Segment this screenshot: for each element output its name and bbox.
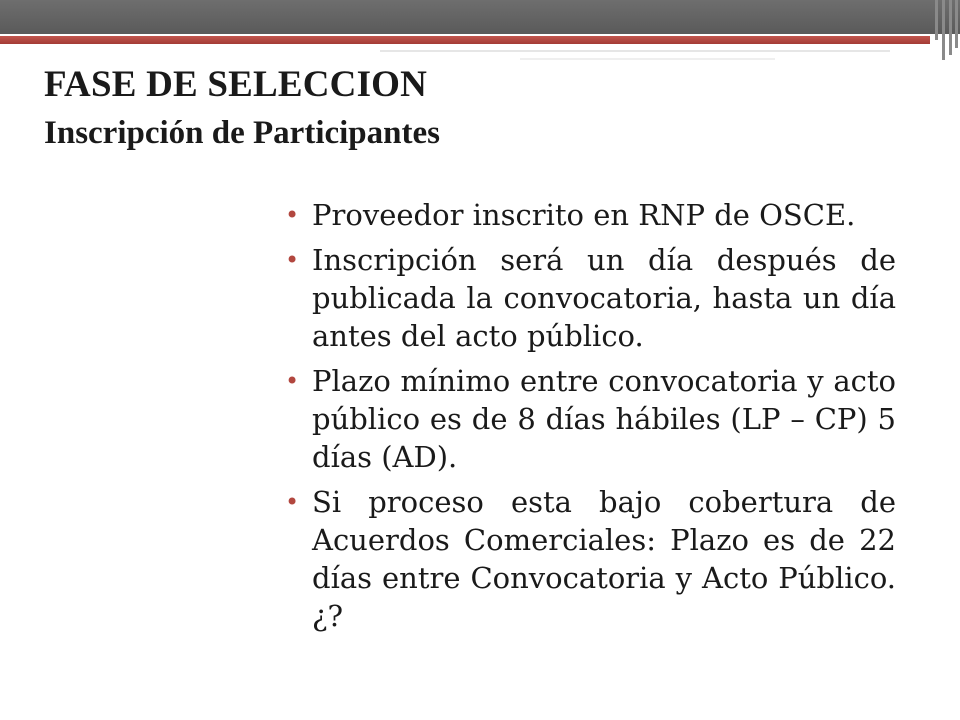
bullet-item <box>282 196 896 234</box>
title-block <box>44 60 440 156</box>
decorative-strip-secondary <box>520 58 775 60</box>
bullet-text: Inscripción será un día después de publicada la convocatoria, hasta un día antes del acto público. <box>312 243 896 353</box>
bullet-item <box>282 483 896 635</box>
bullet-icon: • <box>285 246 300 274</box>
bullet-icon: • <box>285 201 300 229</box>
bullet-text: Si proceso esta bajo cobertura de Acuerdos Comerciales: Plazo es de 22 días entre Convocatoria y Acto Público. ¿? <box>312 485 896 633</box>
slide-title: FASE DE SELECCION <box>44 64 428 105</box>
bullet-item <box>282 241 896 355</box>
bullet-icon: • <box>285 367 300 395</box>
bullet-item <box>282 362 896 476</box>
decorative-vertical-lines <box>930 0 960 60</box>
slide-subtitle: Inscripción de Participantes <box>44 115 440 151</box>
decorative-strip <box>380 50 890 52</box>
top-header-bar <box>0 0 960 34</box>
red-accent-line <box>0 36 930 44</box>
bullet-text: Plazo mínimo entre convocatoria y acto público es de 8 días hábiles (LP – CP) 5 días (AD). <box>312 364 896 474</box>
bullet-list <box>282 196 896 642</box>
bullet-icon: • <box>285 488 300 516</box>
bullet-text: Proveedor inscrito en RNP de OSCE. <box>312 198 856 232</box>
